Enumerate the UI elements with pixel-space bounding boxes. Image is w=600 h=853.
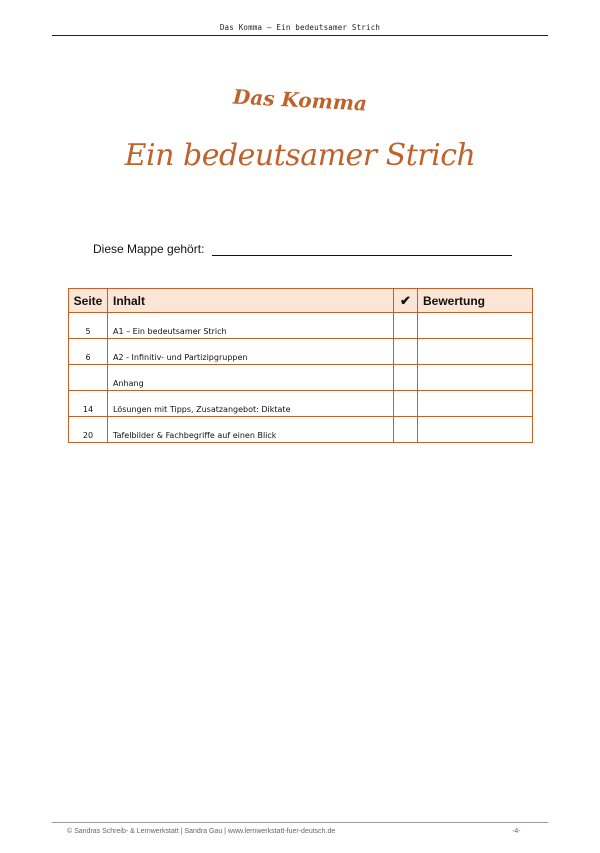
row-rating-cell[interactable] (418, 391, 533, 417)
contents-table (68, 288, 533, 443)
running-header: Das Komma – Ein bedeutsamer Strich (219, 23, 381, 32)
row-page (69, 365, 108, 391)
row-content: A2 - Infinitiv- und Partizipgruppen (108, 339, 394, 365)
row-check-cell[interactable] (394, 391, 418, 417)
footer-page-number: -4- (512, 828, 521, 835)
header-content: Inhalt (108, 289, 394, 313)
row-rating-cell[interactable] (418, 365, 533, 391)
table-row (69, 417, 533, 443)
row-rating-cell[interactable] (418, 417, 533, 443)
cover-subtitle: Das Komma (232, 84, 368, 116)
row-check-cell[interactable] (394, 365, 418, 391)
row-check-cell[interactable] (394, 313, 418, 339)
owner-name-line[interactable] (212, 255, 512, 256)
row-rating-cell[interactable] (418, 313, 533, 339)
row-content: Tafelbilder & Fachbegriffe auf einen Blick (108, 417, 394, 443)
row-check-cell[interactable] (394, 339, 418, 365)
row-content: Lösungen mit Tipps, Zusatzangebot: Diktate (108, 391, 394, 417)
owner-label: Diese Mappe gehört: (93, 242, 205, 256)
table-row (69, 391, 533, 417)
row-page: 5 (69, 313, 108, 339)
row-page: 20 (69, 417, 108, 443)
row-content: A1 – Ein bedeutsamer Strich (108, 313, 394, 339)
table-row (69, 313, 533, 339)
table-header-row (69, 289, 533, 313)
row-page: 6 (69, 339, 108, 365)
row-page: 14 (69, 391, 108, 417)
row-content: Anhang (108, 365, 394, 391)
header-page: Seite (69, 289, 108, 313)
table-row (69, 339, 533, 365)
footer-copyright: © Sandras Schreib- & Lernwerkstatt | Sandra Gau | www.lernwerkstatt-fuer-deutsch.de (67, 828, 336, 835)
header-rating: Bewertung (418, 289, 533, 313)
header-check-icon: ✔ (394, 289, 418, 313)
cover-title: Ein bedeutsamer Strich (124, 138, 476, 173)
table-row (69, 365, 533, 391)
footer-divider (52, 822, 548, 823)
row-check-cell[interactable] (394, 417, 418, 443)
row-rating-cell[interactable] (418, 339, 533, 365)
header-divider (52, 35, 548, 36)
